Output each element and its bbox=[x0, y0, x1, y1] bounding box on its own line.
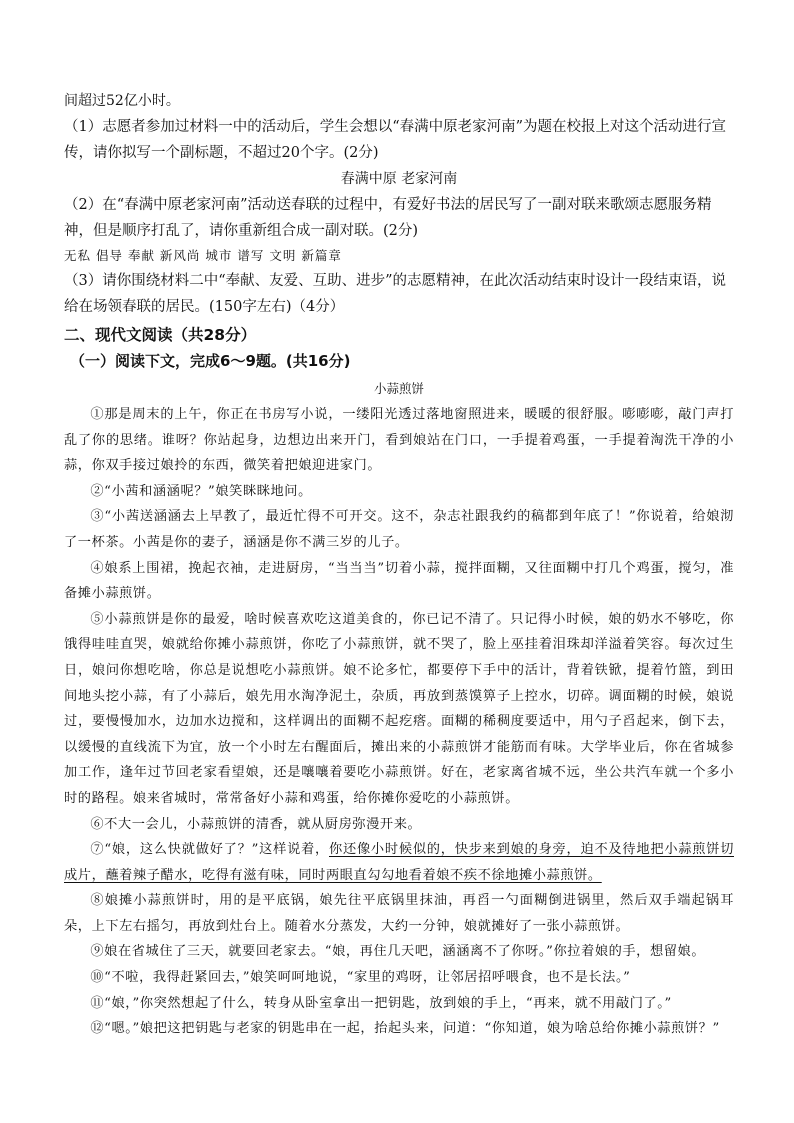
exam-page bbox=[64, 88, 734, 1042]
paragraph-7-lead: ⑦“娘，这么快就做好了？”这样说着， bbox=[90, 842, 329, 858]
section-heading: 二、现代文阅读（共28分） bbox=[64, 326, 257, 344]
paragraph-5: ⑤小蒜煎饼是你的最爱，啥时候喜欢吃这道美食的，你已记不清了。只记得小时候，娘的奶水不够吃，你饿得哇哇直哭，娘就给你摊小蒜煎饼，你吃了小蒜煎饼，就不哭了，脸上巫挂着泪珠却洋溢着笑容。每次过生日，娘问你想吃啥，你总是说想吃小蒜煎饼。娘不论多忙，都要停下手中的活计，背着铁锨，提着竹篮，到田间地头挖小蒜，有了小蒜后，娘先用水淘净泥土，杂质，再放到蒸馍箅子上控水，切碎。调面糊的时候，娘说过，要慢慢加水，边加水边搅和，这样调出的面糊不起疙瘩。面糊的稀稠度要适中，用勺子舀起来，倒下去，以缓慢的直线流下为宜，放一个小时左右醒面后，摊出来的小蒜煎饼才能筋而有味。大学毕业后，你在省城参加工作，逢年过节回老家看望娘，还是嚷嚷着要吃小蒜煎饼。好在，老家离省城不远，坐公共汽车就一个多小时的路程。娘来省城时，常常备好小蒜和鸡蛋，给你摊你爱吃的小蒜煎饼。 bbox=[64, 611, 734, 806]
paragraph-3: ③“小茜送涵涵去上早教了，最近忙得不可开交。这不，杂志社跟我约的稿都到年底了！”你说着，给娘沏了一杯茶。小茜是你的妻子，涵涵是你不满三岁的儿子。 bbox=[64, 509, 734, 550]
paragraph-1: ①那是周末的上午，你正在书房写小说，一缕阳光透过落地窗照进来，暖暖的很舒服。嘭嘭嘭，敲门声打乱了你的思绪。谁呀？你站起身，边想边出来开门，看到娘站在门口，一手提着鸡蛋，一手提着淘洗干净的小蒜，你双手接过娘拎的东西，微笑着把娘迎进家门。 bbox=[64, 407, 734, 474]
question-1: （1）志愿者参加过材料一中的活动后，学生会想以“春满中原老家河南”为题在校报上对这个活动进行宣传，请你拟写一个副标题，不超过20个字。(2分) bbox=[64, 119, 727, 161]
paragraph-12: ⑫“嗯。”娘把这把钥匙与老家的钥匙串在一起，抬起头来，问道：“你知道，娘为啥总给你摊小蒜煎饼？” bbox=[90, 1021, 720, 1037]
underlined-sentence: 你还像小时候似的，快步来到娘的身旁，迫不及待地把小蒜煎饼切成片，蘸着辣子醋水，吃得有滋有味，同时两眼直勾勾地看着娘不疾不徐地摊小蒜煎饼。 bbox=[64, 842, 734, 883]
paragraph-11: ⑪“娘，”你突然想起了什么，转身从卧室拿出一把钥匙，放到娘的手上，“再来，就不用敲门了。” bbox=[90, 995, 672, 1011]
question-2: （2）在“春满中原老家河南”活动送春联的过程中，有爱好书法的居民写了一副对联来歌颂志愿服务精神，但是顺序打乱了，请你重新组合成一副对联。(2分) bbox=[64, 197, 712, 239]
text-line-hours: 间超过52亿小时。 bbox=[64, 93, 180, 109]
paragraph-7 bbox=[64, 837, 734, 888]
question-3: （3）请你围绕材料二中“奉献、友爱、互助、进步”的志愿精神，在此次活动结束时设计一段结束语，说给在场领春联的居民。(150字左右)（4分） bbox=[64, 273, 727, 315]
paragraph-4: ④娘系上围裙，挽起衣袖，走进厨房，“当当当”切着小蒜，搅拌面糊，又往面糊中打几个鸡蛋，搅匀，准备摊小蒜煎饼。 bbox=[64, 560, 734, 602]
subsection-heading: （一）阅读下文，完成6～9题。(共16分) bbox=[70, 352, 351, 370]
paragraph-10: ⑩“不啦，我得赶紧回去，”娘笑呵呵地说，“家里的鸡呀，让邻居招呼喂食，也不是长法。” bbox=[90, 970, 631, 986]
paragraph-9: ⑨娘在省城住了三天，就要回老家去。“娘，再住几天吧，涵涵离不了你呀。”你拉着娘的手，想留娘。 bbox=[90, 944, 706, 960]
story-title: 小蒜煎饼 bbox=[373, 381, 424, 396]
headline-title: 春满中原 老家河南 bbox=[340, 171, 458, 187]
couplet-keywords: 无私 倡导 奉献 新风尚 城市 谱写 文明 新篇章 bbox=[64, 248, 342, 263]
paragraph-2: ②“小茜和涵涵呢？”娘笑眯眯地问。 bbox=[90, 483, 312, 499]
paragraph-6: ⑥不大一会儿，小蒜煎饼的清香，就从厨房弥漫开来。 bbox=[90, 816, 422, 832]
paragraph-8: ⑧娘摊小蒜煎饼时，用的是平底锅，娘先往平底锅里抹油，再舀一勺面糊倒进锅里，然后双手端起锅耳朵，上下左右摇匀，再放到灶台上。随着水分蒸发，大约一分钟，娘就摊好了一张小蒜煎饼。 bbox=[64, 893, 734, 934]
